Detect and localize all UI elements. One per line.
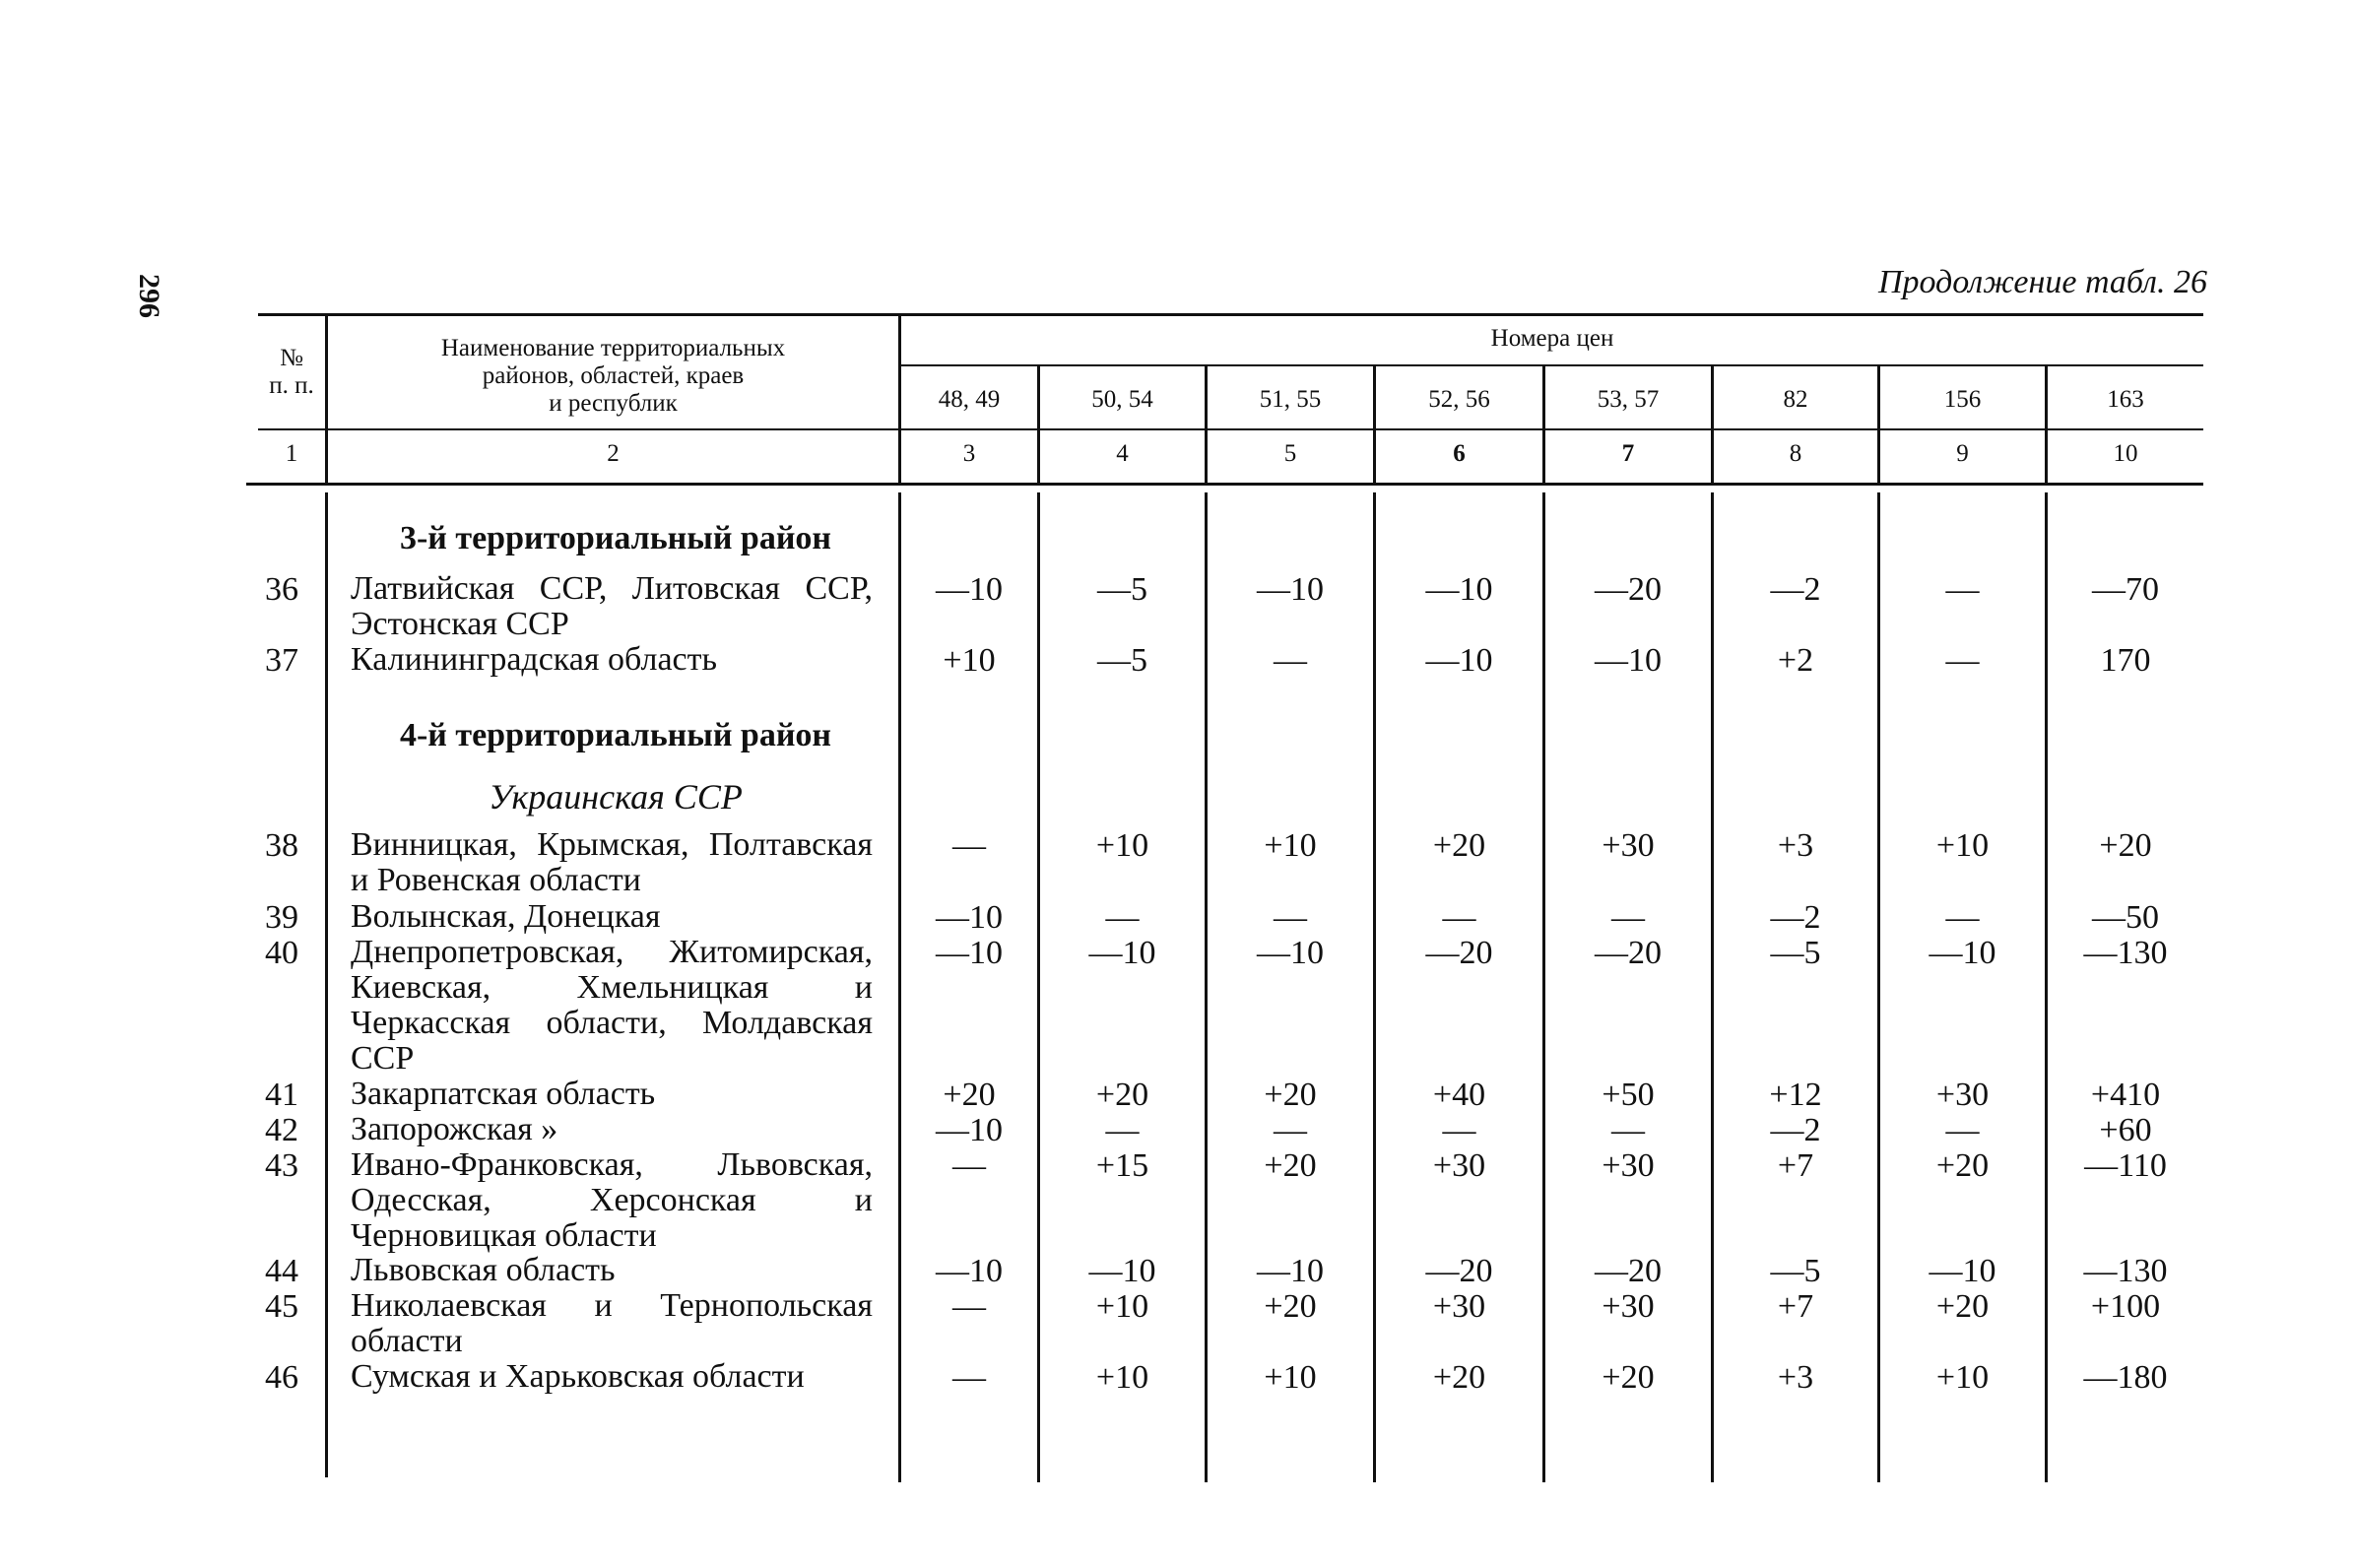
price-value: —10 — [1929, 935, 1996, 971]
col-number: 7 — [1621, 440, 1635, 467]
price-value: —5 — [1770, 935, 1821, 971]
prices-header-rule — [901, 364, 2203, 366]
price-value: +15 — [1095, 1147, 1149, 1184]
price-value: —130 — [2083, 935, 2168, 971]
col-number: 5 — [1283, 440, 1297, 467]
price-value: —20 — [1595, 1253, 1662, 1289]
price-value: —10 — [1595, 642, 1662, 679]
col-number: 8 — [1789, 440, 1802, 467]
price-value: +20 — [1432, 1359, 1486, 1396]
price-value: —10 — [1257, 935, 1324, 971]
price-value: —10 — [1257, 571, 1324, 608]
header-bottom-rule — [258, 428, 2203, 430]
price-value: —20 — [1425, 935, 1493, 971]
price-value: —10 — [936, 1253, 1003, 1289]
header-prices: Номера цен — [1490, 325, 1614, 352]
col-number: 9 — [1956, 440, 1969, 467]
price-value: +30 — [1602, 1288, 1655, 1325]
row-name: Львовская область — [351, 1252, 616, 1288]
price-value: — — [1274, 1112, 1307, 1148]
vrule — [898, 492, 901, 1482]
price-value: +410 — [2090, 1077, 2161, 1113]
price-col-header: 52, 56 — [1428, 386, 1490, 413]
price-value: — — [1611, 1112, 1645, 1148]
price-value: — — [952, 1359, 986, 1396]
page-number: 296 — [133, 274, 165, 318]
price-value: —10 — [1425, 642, 1493, 679]
vrule — [1542, 492, 1545, 1482]
price-value: —10 — [1929, 1253, 1996, 1289]
price-value: —20 — [1595, 571, 1662, 608]
row-number: 40 — [265, 935, 298, 971]
colnum-bottom-rule — [246, 483, 2203, 486]
vrule — [2045, 492, 2048, 1482]
row-number: 46 — [265, 1359, 298, 1396]
price-value: +20 — [1095, 1077, 1149, 1113]
vrule — [325, 492, 328, 1477]
price-value: +30 — [1602, 827, 1655, 864]
vrule — [1205, 492, 1208, 1482]
price-value: +7 — [1777, 1147, 1814, 1184]
row-name: Ивано-Франковская, Львовская, Одесская, Херсонская и Черновицкая области — [351, 1146, 873, 1254]
row-number: 44 — [265, 1253, 298, 1289]
subsection-heading: Украинская ССР — [489, 777, 743, 817]
col-number: 2 — [607, 440, 620, 467]
row-number: 39 — [265, 899, 298, 936]
price-value: —10 — [1088, 935, 1156, 971]
col-number: 4 — [1116, 440, 1129, 467]
price-col-header: 163 — [2107, 386, 2144, 413]
price-value: —5 — [1097, 571, 1147, 608]
price-value: +10 — [1935, 827, 1990, 864]
row-number: 42 — [265, 1112, 298, 1148]
price-value: +20 — [943, 1077, 996, 1113]
price-value: +20 — [1264, 1147, 1317, 1184]
price-value: +30 — [1602, 1147, 1655, 1184]
price-value: —2 — [1770, 1112, 1821, 1148]
price-value: —50 — [2092, 899, 2159, 936]
price-value: +20 — [1264, 1288, 1317, 1325]
price-value: +2 — [1777, 642, 1814, 679]
price-col-header: 50, 54 — [1091, 386, 1153, 413]
price-value: —110 — [2084, 1147, 2167, 1184]
price-value: +10 — [1095, 1359, 1149, 1396]
price-value: — — [1945, 1112, 1980, 1148]
col-number: 10 — [2113, 440, 2138, 467]
price-value: +30 — [1935, 1077, 1990, 1113]
section-heading: 4-й территориальный район — [399, 717, 832, 753]
row-name: Запорожская » — [351, 1111, 558, 1147]
price-value: —10 — [936, 899, 1003, 936]
price-value: —5 — [1770, 1253, 1821, 1289]
header-name: Наименование территориальных районов, областей, краев и республик — [440, 335, 786, 417]
price-value: — — [952, 827, 986, 864]
row-name: Закарпатская область — [351, 1076, 656, 1112]
price-value: — — [1105, 899, 1140, 936]
price-value: +10 — [1264, 1359, 1317, 1396]
price-value: —10 — [936, 571, 1003, 608]
price-value: —20 — [1595, 935, 1662, 971]
price-value: +20 — [1935, 1288, 1990, 1325]
price-value: +10 — [1935, 1359, 1990, 1396]
price-value: —130 — [2083, 1253, 2168, 1289]
col-number: 3 — [962, 440, 976, 467]
price-col-header: 53, 57 — [1597, 386, 1660, 413]
row-number: 43 — [265, 1147, 298, 1184]
price-value: +3 — [1777, 827, 1814, 864]
vrule — [1037, 492, 1040, 1482]
price-value: +10 — [943, 642, 996, 679]
row-name: Николаевская и Тернопольская области — [351, 1287, 873, 1359]
row-number: 41 — [265, 1077, 298, 1113]
row-name: Калининградская область — [351, 641, 717, 678]
table-top-rule — [258, 313, 2203, 316]
price-value: +40 — [1432, 1077, 1486, 1113]
price-value: —10 — [1257, 1253, 1324, 1289]
price-col-header: 48, 49 — [938, 386, 1001, 413]
col-number: 6 — [1453, 440, 1466, 467]
price-col-header: 51, 55 — [1259, 386, 1322, 413]
row-name: Волынская, Донецкая — [351, 898, 661, 935]
row-name: Винницкая, Крымская, Полтавская и Ровенская области — [351, 826, 873, 898]
price-value: — — [1945, 642, 1980, 679]
price-value: —10 — [1425, 571, 1493, 608]
price-value: — — [952, 1288, 986, 1325]
price-value: — — [1274, 899, 1307, 936]
price-value: +20 — [2099, 827, 2152, 864]
price-value: +30 — [1432, 1288, 1486, 1325]
price-value: — — [1105, 1112, 1140, 1148]
price-value: —5 — [1097, 642, 1147, 679]
price-value: — — [952, 1147, 986, 1184]
vrule — [1373, 492, 1376, 1482]
price-value: +30 — [1432, 1147, 1486, 1184]
price-value: —2 — [1770, 571, 1821, 608]
price-value: — — [1442, 899, 1476, 936]
price-value: —10 — [936, 935, 1003, 971]
price-value: +20 — [1264, 1077, 1317, 1113]
section-heading: 3-й территориальный район — [399, 520, 832, 556]
price-value: +20 — [1602, 1359, 1655, 1396]
price-value: +10 — [1095, 1288, 1149, 1325]
header-num: № п. п. — [269, 345, 314, 399]
row-name: Днепропетровская, Житомирская, Киевская, Хмельницкая и Черкасская области, Молдавская ССР — [351, 934, 873, 1077]
row-number: 37 — [265, 642, 298, 679]
price-value: —10 — [1088, 1253, 1156, 1289]
price-col-header: 82 — [1783, 386, 1808, 413]
price-value: +60 — [2099, 1112, 2152, 1148]
price-value: +10 — [1095, 827, 1149, 864]
price-value: +3 — [1777, 1359, 1814, 1396]
price-value: 170 — [2100, 642, 2151, 679]
price-value: —2 — [1770, 899, 1821, 936]
price-value: — — [1611, 899, 1645, 936]
price-value: — — [1945, 899, 1980, 936]
price-value: +7 — [1777, 1288, 1814, 1325]
price-value: —20 — [1425, 1253, 1493, 1289]
table-caption: Продолжение табл. 26 — [1877, 264, 2207, 300]
price-value: —70 — [2092, 571, 2159, 608]
vrule — [1711, 492, 1714, 1482]
price-value: —180 — [2083, 1359, 2168, 1396]
price-value: +10 — [1264, 827, 1317, 864]
vrule — [325, 315, 328, 483]
row-number: 45 — [265, 1288, 298, 1325]
price-value: — — [1274, 642, 1307, 679]
vrule — [1877, 492, 1880, 1482]
col-number: 1 — [285, 440, 298, 467]
price-value: — — [1442, 1112, 1476, 1148]
price-value: +50 — [1602, 1077, 1655, 1113]
price-value: +100 — [2090, 1288, 2161, 1325]
price-col-header: 156 — [1943, 386, 1982, 413]
row-number: 36 — [265, 571, 298, 608]
price-value: +12 — [1769, 1077, 1822, 1113]
row-name: Латвийская ССР, Литовская ССР, Эстонская ССР — [351, 570, 873, 642]
price-value: — — [1945, 571, 1980, 608]
price-value: —10 — [936, 1112, 1003, 1148]
price-value: +20 — [1935, 1147, 1990, 1184]
price-value: +20 — [1432, 827, 1486, 864]
row-number: 38 — [265, 827, 298, 864]
row-name: Сумская и Харьковская области — [351, 1358, 805, 1395]
